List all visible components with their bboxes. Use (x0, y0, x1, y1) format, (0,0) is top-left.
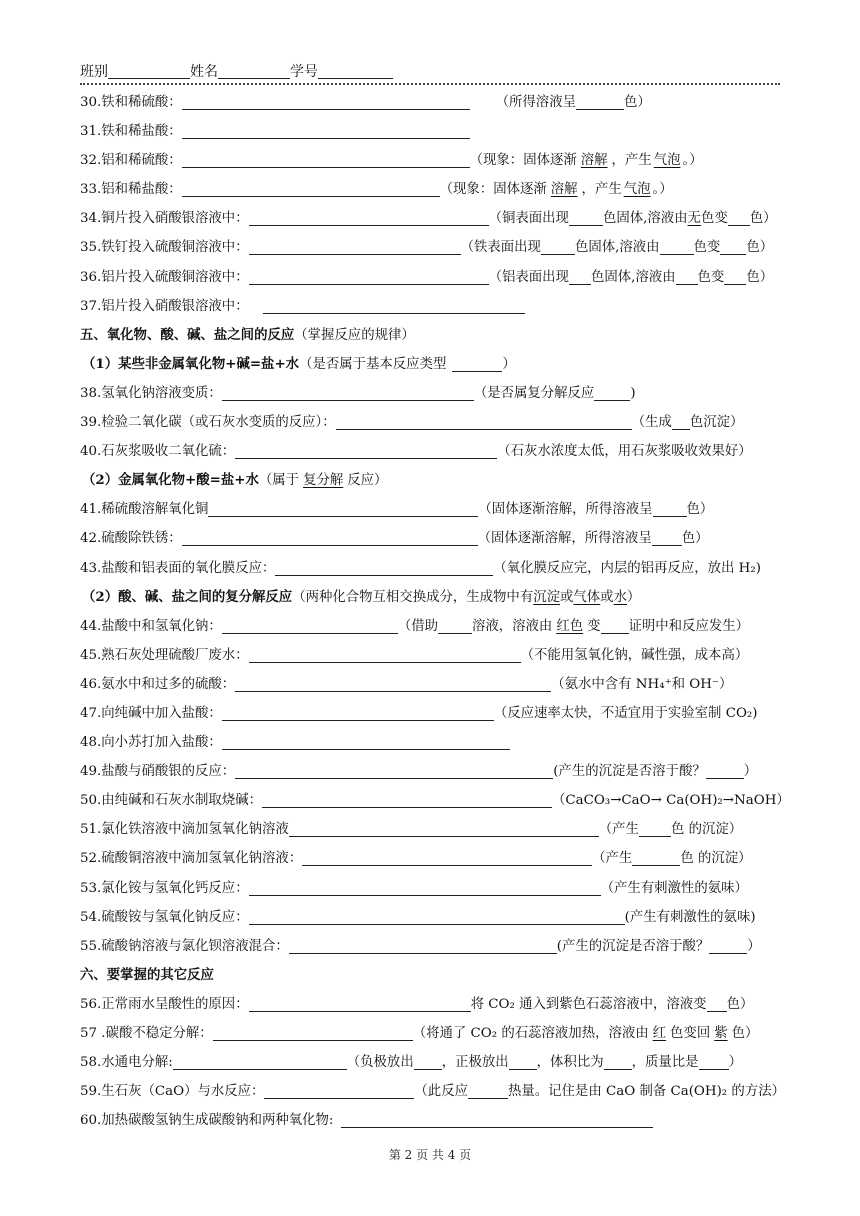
question-52 (80, 844, 790, 873)
question-text: 59.生石灰（CaO）与水反应： (80, 1084, 265, 1100)
question-text: 54.硫酸铵与氢氧化钠反应： (80, 909, 249, 925)
question-text: 55.硫酸钠溶液与氯化钡溶液混合： (80, 938, 289, 954)
question-text: 58.水通电分解: (80, 1055, 173, 1071)
hint-text: 色） (731, 1026, 759, 1041)
hint-blank[interactable] (604, 1054, 632, 1070)
section-note: （掌握反应的规律） (294, 327, 415, 343)
subsection-3-heading (80, 583, 790, 612)
hint-blank[interactable] (672, 414, 690, 430)
question-59 (80, 1077, 790, 1106)
subsection-note: ） (502, 356, 516, 372)
hint-text: ，产生 (611, 153, 652, 169)
answer-blank[interactable] (222, 734, 510, 750)
question-47 (80, 699, 790, 728)
hint-text: ） (747, 938, 761, 954)
hint-text: （氧化膜反应完，内层的铝再反应，放出 H₂) (493, 560, 761, 576)
question-text: 37.铝片投入硝酸银溶液中： (80, 298, 249, 314)
question-30 (80, 88, 790, 117)
question-text: 35.铁钉投入硫酸铜溶液中： (80, 240, 249, 256)
subsection-answer: 水 (613, 589, 627, 605)
question-text: 30.铁和稀硫酸： (80, 95, 182, 110)
question-39 (80, 408, 790, 437)
hint-text: 色） (746, 240, 774, 256)
question-32 (80, 146, 790, 175)
hint-text: 变 (587, 618, 601, 634)
hint-blank[interactable] (707, 996, 727, 1012)
hint-text: （铜表面出现 (488, 211, 569, 227)
hint-text: （将通了 CO₂ 的石蕊溶液加热，溶液由 (412, 1026, 649, 1041)
subsection-2-heading (80, 466, 790, 495)
answer-blank[interactable] (336, 414, 632, 430)
section-5-heading (80, 321, 790, 350)
question-text: 39.检验二氧化碳（或石灰水变质的反应）： (80, 415, 336, 431)
answer-blank[interactable] (182, 152, 470, 168)
hint-text: 色变 (693, 240, 721, 256)
question-57 (80, 1019, 790, 1048)
question-text: 53.氯化铵与氢氧化钙反应： (80, 880, 249, 896)
answer-blank[interactable] (275, 560, 493, 576)
question-43 (80, 554, 790, 583)
hint-blank[interactable] (676, 269, 698, 285)
hint-text: （现象：固体逐渐 (469, 153, 577, 169)
answer-blank[interactable] (213, 1025, 413, 1041)
hint-answer: 溶解 (580, 153, 608, 169)
hint-text: (产生的沉淀是否溶于酸？ (553, 764, 706, 780)
answer-blank[interactable] (249, 909, 625, 925)
question-text: 43.盐酸和铝表面的氧化膜反应： (80, 560, 276, 576)
question-41 (80, 495, 790, 524)
hint-blank[interactable] (594, 385, 630, 401)
hint-text: （氨水中含有 NH₄⁺和 OH⁻） (551, 676, 733, 692)
id-blank[interactable] (318, 64, 393, 79)
subsection-note: （是否属于基本反应类型 (299, 356, 447, 372)
question-text: 47.向纯碱中加入盐酸： (80, 705, 222, 721)
hint-blank[interactable] (509, 1054, 537, 1070)
question-53 (80, 874, 790, 903)
hint-text: (产生有刺激性的氨味) (624, 909, 756, 925)
hint-text: （反应速率太快，不适宜用于实验室制 CO₂) (493, 705, 758, 721)
hint-text: ，质量比是 (631, 1055, 699, 1071)
question-48 (80, 728, 790, 757)
answer-blank[interactable] (249, 210, 489, 226)
question-text: 34.铜片投入硝酸银溶液中： (80, 211, 249, 227)
answer-blank[interactable] (235, 763, 553, 779)
question-text: 46.氨水中和过多的硫酸： (80, 676, 236, 692)
subsection-answer: 气体 (573, 589, 601, 605)
hint-text: 色变 (697, 269, 725, 285)
hint-blank[interactable] (728, 210, 750, 226)
question-42 (80, 524, 790, 553)
question-text: 44.盐酸中和氢氧化钠： (80, 618, 222, 634)
hint-text: （固体逐渐溶解，所得溶液呈 (478, 502, 653, 518)
subsection-answer: 沉淀 (533, 589, 560, 605)
hint-blank[interactable] (632, 850, 680, 866)
hint-text: 色固体,溶液由 (602, 211, 688, 227)
hint-blank[interactable] (709, 938, 747, 954)
question-49 (80, 757, 790, 786)
subsection-note: （属于 (258, 473, 300, 489)
hint-text: 色） (749, 211, 777, 227)
student-info-header (80, 61, 393, 81)
hint-text: ，产生 (581, 182, 622, 198)
answer-blank[interactable] (341, 1112, 653, 1128)
hint-text: 。） (682, 153, 703, 169)
answer-blank[interactable] (235, 443, 497, 459)
hint-text: 色变回 (670, 1026, 711, 1041)
hint-text: ，正极放出 (441, 1055, 509, 1071)
subsection-title: （2）酸、碱、盐之间的复分解反应 (82, 588, 293, 605)
hint-text: 色） (681, 531, 709, 547)
answer-blank[interactable] (249, 647, 521, 663)
name-label: 姓名 (190, 64, 218, 80)
header-divider (80, 83, 780, 85)
question-text: 57 .碳酸不稳定分解： (80, 1026, 213, 1041)
question-text: 56.正常雨水呈酸性的原因： (80, 996, 249, 1012)
hint-blank[interactable] (660, 239, 694, 255)
hint-text: 色 的沉淀） (670, 822, 743, 838)
answer-blank[interactable] (289, 938, 557, 954)
hint-text: ） (728, 1055, 742, 1071)
hint-text: （此反应 (414, 1084, 468, 1100)
question-text: 48.向小苏打加入盐酸： (80, 735, 222, 751)
question-text: 32.铝和稀硫酸： (80, 153, 182, 169)
hint-blank[interactable] (576, 94, 624, 110)
hint-text: （产生 (598, 822, 639, 838)
question-text: 31.铁和稀盐酸： (80, 124, 182, 140)
hint-answer: 紫 (714, 1026, 728, 1041)
hint-blank[interactable] (452, 356, 502, 372)
question-text: 42.硫酸除铁锈： (80, 531, 182, 547)
question-text: 45.熟石灰处理硫酸厂废水： (80, 647, 249, 663)
hint-text: ，体积比为 (536, 1055, 604, 1071)
question-text: 33.铝和稀盐酸： (80, 182, 182, 198)
hint-text: 色） (726, 996, 754, 1012)
hint-blank[interactable] (601, 618, 629, 634)
class-blank[interactable] (108, 64, 190, 79)
question-38 (80, 379, 790, 408)
hint-answer: 红色 (556, 618, 584, 634)
hint-text: 色） (746, 269, 774, 285)
hint-blank[interactable] (639, 821, 671, 837)
question-44 (80, 612, 790, 641)
answer-blank[interactable] (208, 501, 478, 517)
hint-blank[interactable] (438, 618, 472, 634)
hint-text: ） (743, 764, 758, 780)
question-text: 50.由纯碱和石灰水制取烧碱： (80, 793, 262, 809)
answer-blank[interactable] (249, 996, 471, 1012)
question-text: 51.氯化铁溶液中滴加氢氧化钠溶液 (80, 822, 289, 838)
question-35 (80, 233, 790, 262)
hint-blank[interactable] (569, 269, 591, 285)
question-37 (80, 292, 790, 321)
answer-blank[interactable] (182, 123, 470, 139)
answer-blank[interactable] (222, 618, 398, 634)
hint-answer: 无 (687, 211, 701, 227)
question-34 (80, 204, 790, 233)
subsection-note: 或 (600, 589, 614, 605)
question-text: 41.稀硫酸溶解氧化铜 (80, 502, 209, 518)
hint-answer: 红 (652, 1026, 667, 1041)
question-55 (80, 932, 790, 961)
question-text: 52.硫酸铜溶液中滴加氢氧化钠溶液： (80, 851, 303, 867)
hint-text: (产生的沉淀是否溶于酸？ (556, 938, 710, 954)
hint-text: （所得溶液呈 (495, 95, 576, 110)
answer-blank[interactable] (263, 298, 525, 314)
answer-blank[interactable] (262, 792, 552, 808)
question-31 (80, 117, 790, 146)
hint-answer: 气泡 (623, 182, 651, 198)
hint-text: 溶液，溶液由 (471, 618, 553, 634)
answer-blank[interactable] (249, 239, 461, 255)
hint-blank[interactable] (652, 530, 682, 546)
hint-answer: 气泡 (653, 153, 681, 169)
section-6-heading (80, 961, 790, 990)
answer-blank[interactable] (249, 269, 489, 285)
hint-blank[interactable] (706, 763, 744, 779)
subsection-note: 或 (560, 589, 574, 605)
question-51 (80, 815, 790, 844)
answer-blank[interactable] (289, 821, 599, 837)
hint-text: 证明中和反应发生） (628, 618, 750, 634)
subsection-note: 反应） (347, 473, 388, 489)
question-46 (80, 670, 790, 699)
hint-blank[interactable] (653, 501, 687, 517)
question-58 (80, 1048, 790, 1077)
hint-text: 将 CO₂ 通入到紫色石蕊溶液中，溶液变 (470, 996, 707, 1012)
hint-text: （铝表面出现 (488, 269, 569, 285)
subsection-1-heading (80, 350, 790, 379)
hint-answer: 溶解 (550, 182, 578, 198)
hint-text: （固体逐渐溶解，所得溶液呈 (477, 531, 652, 547)
question-text: 49.盐酸与硝酸银的反应： (80, 764, 236, 780)
class-label: 班别 (80, 64, 108, 80)
hint-blank[interactable] (569, 210, 603, 226)
section-title: 五、氧化物、酸、碱、盐之间的反应 (80, 326, 295, 343)
hint-text: （产生 (592, 851, 633, 867)
hint-blank[interactable] (541, 239, 575, 255)
hint-text: ) (630, 385, 636, 401)
subsection-answer: 复分解 (303, 473, 344, 489)
answer-blank[interactable] (222, 705, 494, 721)
page-number: 第 2 页 共 4 页 (388, 1148, 472, 1162)
answer-blank[interactable] (182, 181, 440, 197)
hint-text: （不能用氢氧化钠，碱性强，成本高） (520, 647, 749, 663)
question-text: 40.石灰浆吸收二氧化硫： (80, 444, 236, 460)
answer-blank[interactable] (182, 94, 470, 110)
question-60 (80, 1106, 790, 1135)
hint-text: 色变 (700, 211, 728, 227)
section-title: 六、要掌握的其它反应 (80, 966, 214, 983)
question-list (80, 88, 790, 1135)
question-36 (80, 263, 790, 292)
question-54 (80, 903, 790, 932)
hint-text: 色沉淀） (689, 415, 744, 431)
hint-text: 色固体,溶液由 (574, 240, 660, 256)
question-33 (80, 175, 790, 204)
answer-blank[interactable] (235, 676, 551, 692)
hint-blank[interactable] (699, 1054, 729, 1070)
subsection-note: ） (626, 589, 641, 605)
subsection-title: （1）某些非金属氧化物+碱=盐+水 (82, 355, 300, 372)
hint-blank[interactable] (720, 239, 746, 255)
id-label: 学号 (290, 64, 318, 80)
hint-text: 色 的沉淀） (680, 851, 752, 867)
hint-blank[interactable] (414, 1054, 442, 1070)
answer-blank[interactable] (249, 880, 601, 896)
hint-text: 色） (623, 95, 651, 110)
subsection-title: （2）金属氧化物+酸=盐+水 (82, 472, 259, 489)
answer-blank[interactable] (173, 1054, 347, 1070)
hint-blank[interactable] (468, 1083, 508, 1099)
hint-text: 热量。记住是由 CaO 制备 Ca(OH)₂ 的方法） (507, 1084, 785, 1100)
answer-blank[interactable] (182, 530, 478, 546)
hint-blank[interactable] (724, 269, 746, 285)
subsection-note: （两种化合物互相交换成分，生成物中有 (292, 589, 534, 605)
hint-text: （CaCO₃→CaO→ Ca(OH)₂→NaOH） (551, 793, 790, 809)
hint-text: （负极放出 (346, 1055, 414, 1071)
hint-text: （现象：固体逐渐 (439, 182, 547, 198)
hint-text: （产生有刺激性的氨味） (600, 880, 748, 896)
answer-blank[interactable] (302, 850, 592, 866)
answer-blank[interactable] (222, 385, 474, 401)
answer-blank[interactable] (264, 1083, 414, 1099)
hint-text: 色） (686, 502, 714, 518)
question-56 (80, 990, 790, 1019)
hint-text: （借助 (397, 618, 438, 634)
hint-text: 色固体,溶液由 (590, 269, 676, 285)
question-40 (80, 437, 790, 466)
question-50 (80, 786, 790, 815)
hint-text: （铁表面出现 (460, 240, 541, 256)
name-blank[interactable] (218, 64, 290, 79)
hint-text: （生成 (631, 415, 672, 431)
question-45 (80, 641, 790, 670)
hint-text: 。） (652, 182, 673, 198)
question-text: 60.加热碳酸氢钠生成碳酸钠和两种氧化物: (80, 1113, 334, 1129)
hint-text: （是否属复分解反应 (473, 385, 595, 401)
hint-text: （石灰水浓度太低，用石灰浆吸收效果好） (497, 444, 752, 460)
question-text: 38.氢氧化钠溶液变质： (80, 385, 222, 401)
question-text: 36.铝片投入硫酸铜溶液中： (80, 269, 249, 285)
